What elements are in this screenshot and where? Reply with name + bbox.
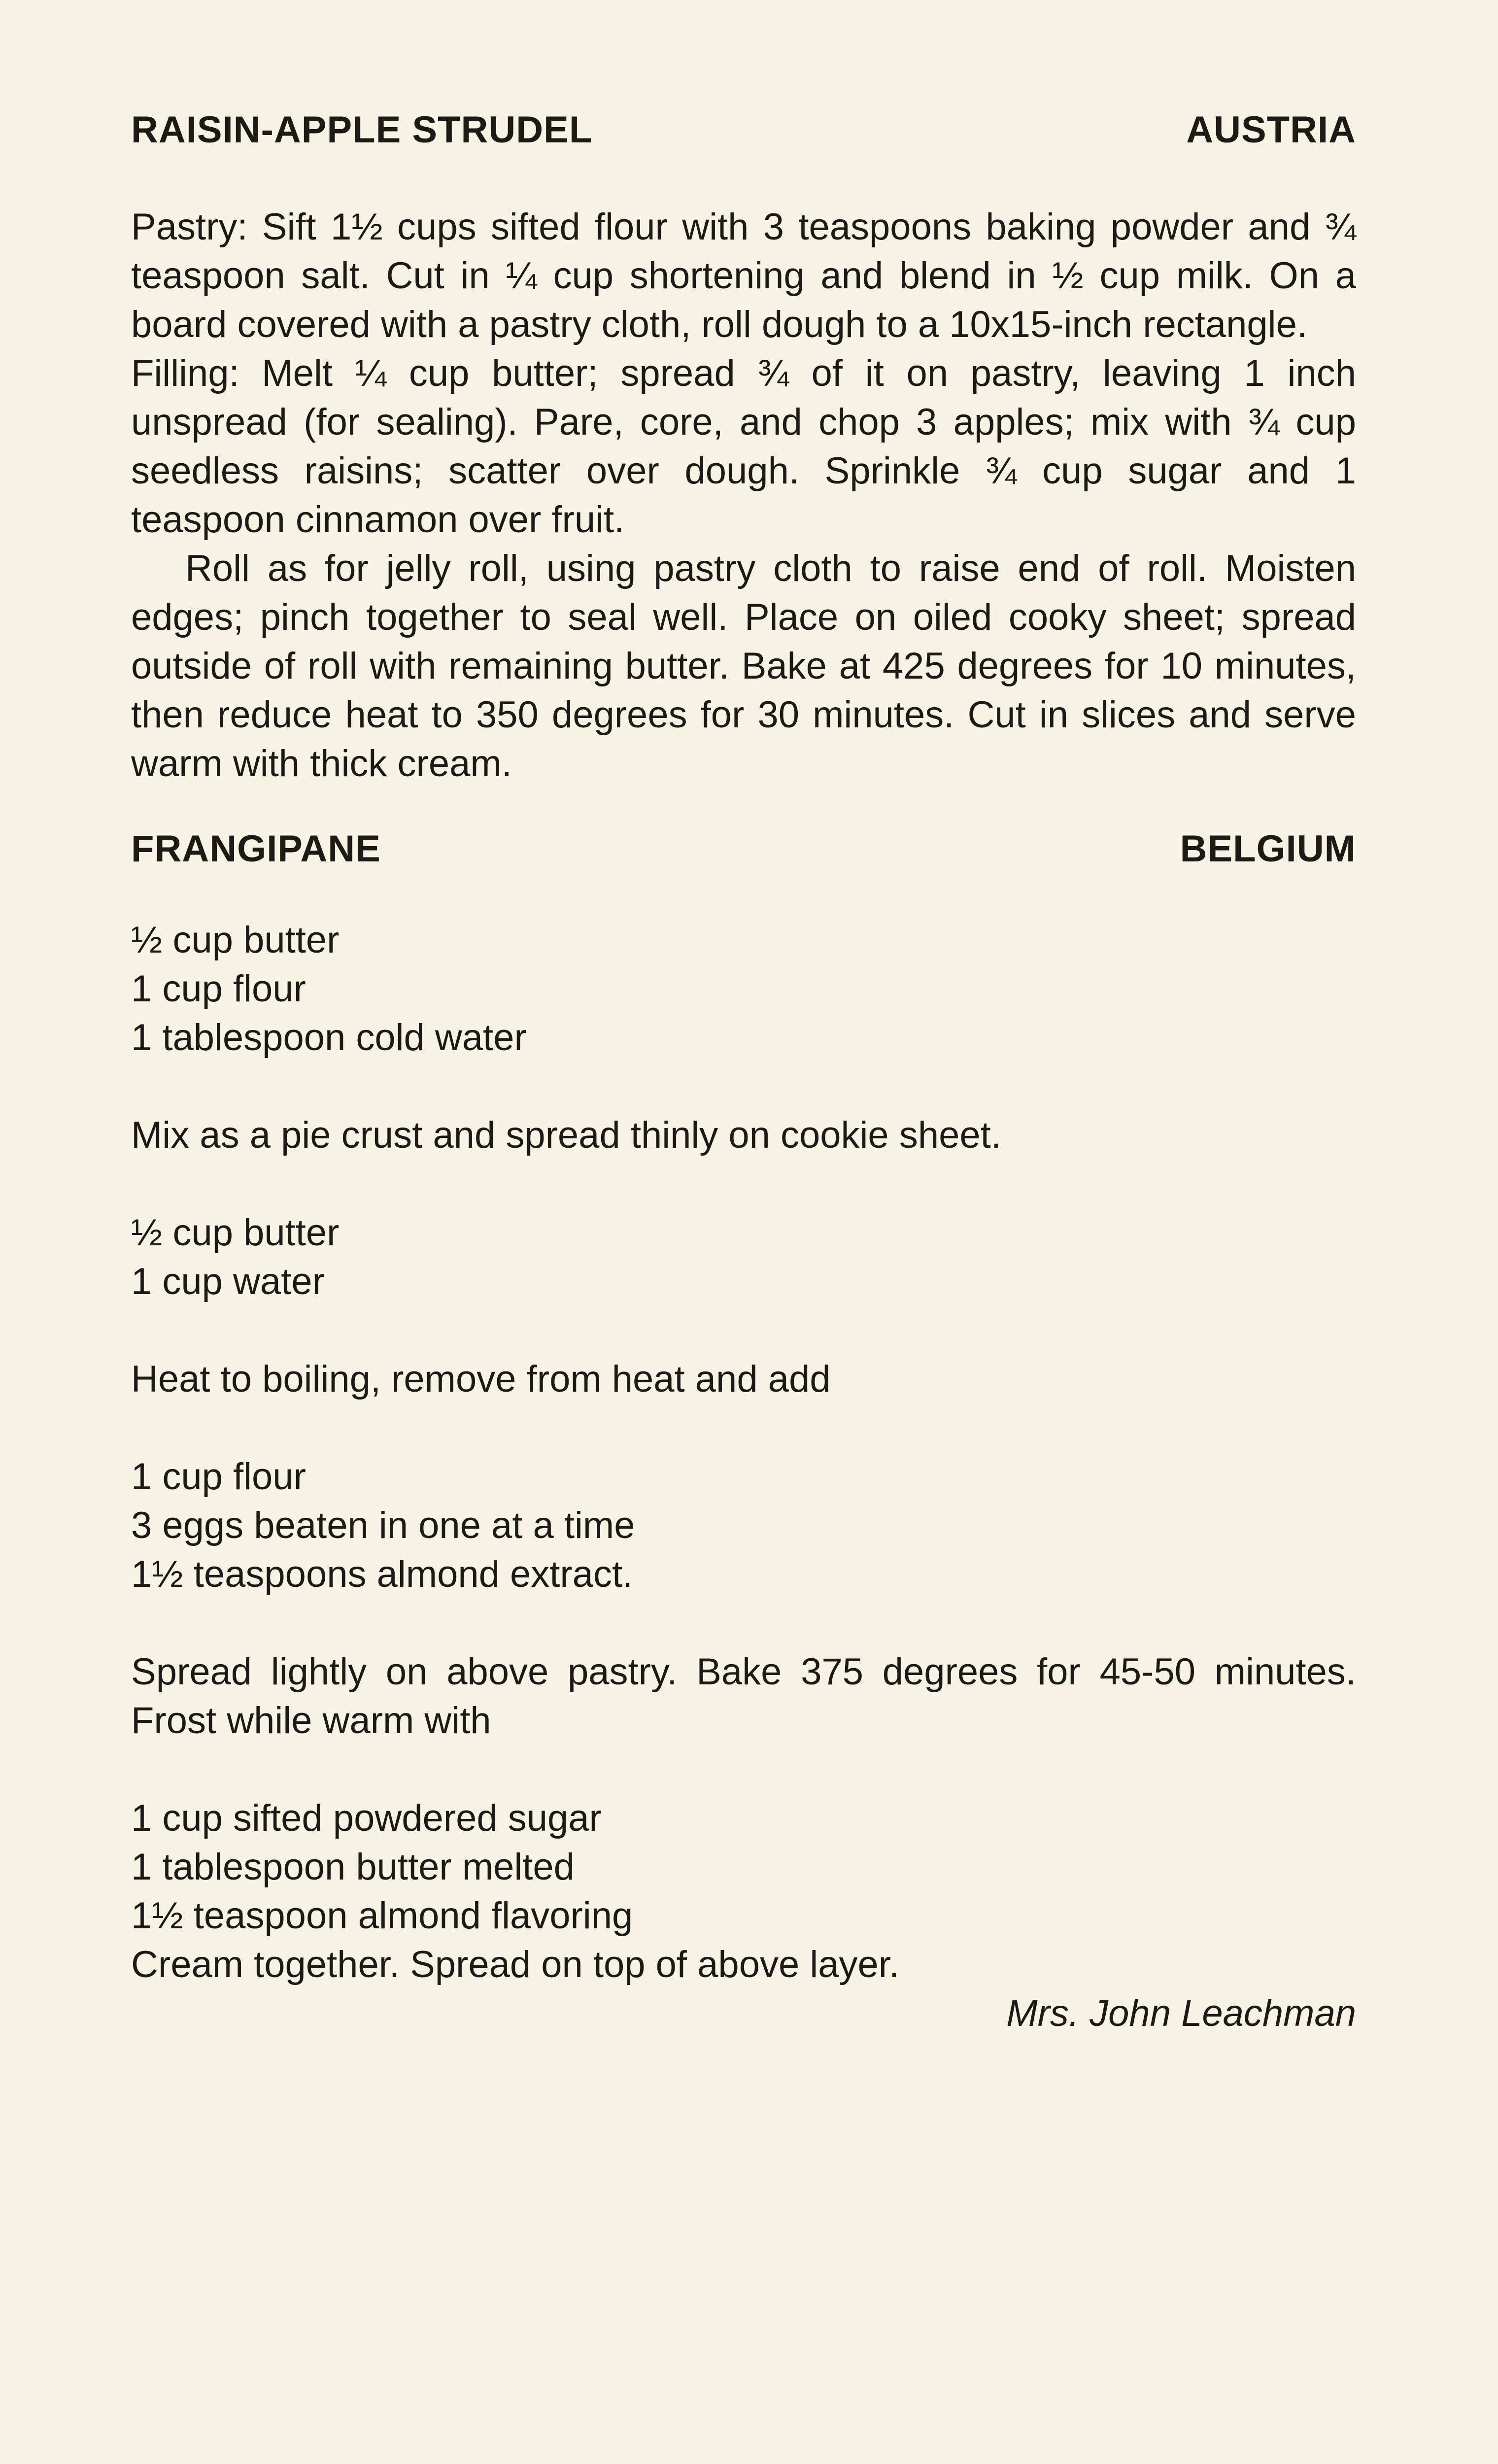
ingredient-list-boil xyxy=(131,1208,1356,1306)
recipe-paragraph-filling: Filling: Melt ¼ cup butter; spread ¾ of it on pastry, leaving 1 inch unspread (for sealing). Pare, core, and chop 3 apples; mix with ¾ cup seedless raisins; scatter over dough. Sprinkle ¾ cup sugar and 1 teaspoon cinnamon over fruit. xyxy=(131,352,1356,541)
ingredient-list-batter xyxy=(131,1452,1356,1599)
ingredient-line: Cream together. Spread on top of above layer. xyxy=(131,1944,900,1985)
recipe-page xyxy=(131,105,1356,2038)
ingredient-line: ½ cup butter xyxy=(131,919,340,961)
ingredient-line: 1 cup flour xyxy=(131,1456,306,1498)
ingredient-list-frosting xyxy=(131,1794,1356,1989)
ingredient-list-crust xyxy=(131,916,1356,1062)
ingredient-line: 3 eggs beaten in one at a time xyxy=(131,1505,635,1546)
recipe-paragraph-method: Roll as for jelly roll, using pastry cloth to raise end of roll. Moisten edges; pinch together to seal well. Place on oiled cooky sheet; spread outside of roll with remaining butter. Bake at 425 degrees for 10 minutes, then reduce heat to 350 degrees for 30 minutes. Cut in slices and serve warm with thick cream. xyxy=(131,548,1356,785)
recipe-title: FRANGIPANE xyxy=(131,828,381,870)
recipe-origin: BELGIUM xyxy=(1180,828,1356,870)
recipe-header-frangipane xyxy=(131,824,1356,873)
recipe-header-strudel xyxy=(131,105,1356,154)
instruction-paragraph: Spread lightly on above pastry. Bake 375 degrees for 45-50 minutes. Frost while warm with xyxy=(131,1651,1356,1742)
ingredient-line: ½ cup butter xyxy=(131,1212,340,1254)
instruction-line: Heat to boiling, remove from heat and add xyxy=(131,1358,831,1400)
recipe-paragraph-pastry: Pastry: Sift 1½ cups sifted flour with 3 teaspoons baking powder and ¾ teaspoon salt. Cut in ¼ cup shortening and blend in ½ cup milk. On a board covered with a pastry cloth, roll dough to a 10x15-inch rectangle. xyxy=(131,206,1356,345)
ingredient-line: 1½ teaspoon almond flavoring xyxy=(131,1895,633,1937)
instruction-line: Mix as a pie crust and spread thinly on cookie sheet. xyxy=(131,1114,1001,1156)
recipe-origin: AUSTRIA xyxy=(1186,109,1356,151)
ingredient-line: 1 cup water xyxy=(131,1261,325,1302)
ingredient-line: 1 cup flour xyxy=(131,968,306,1010)
ingredient-line: 1 cup sifted powdered sugar xyxy=(131,1797,602,1839)
recipe-title: RAISIN-APPLE STRUDEL xyxy=(131,109,593,151)
recipe-signature: Mrs. John Leachman xyxy=(1006,1992,1356,2034)
ingredient-line: 1½ teaspoons almond extract. xyxy=(131,1553,633,1595)
ingredient-line: 1 tablespoon butter melted xyxy=(131,1846,575,1888)
ingredient-line: 1 tablespoon cold water xyxy=(131,1017,527,1059)
